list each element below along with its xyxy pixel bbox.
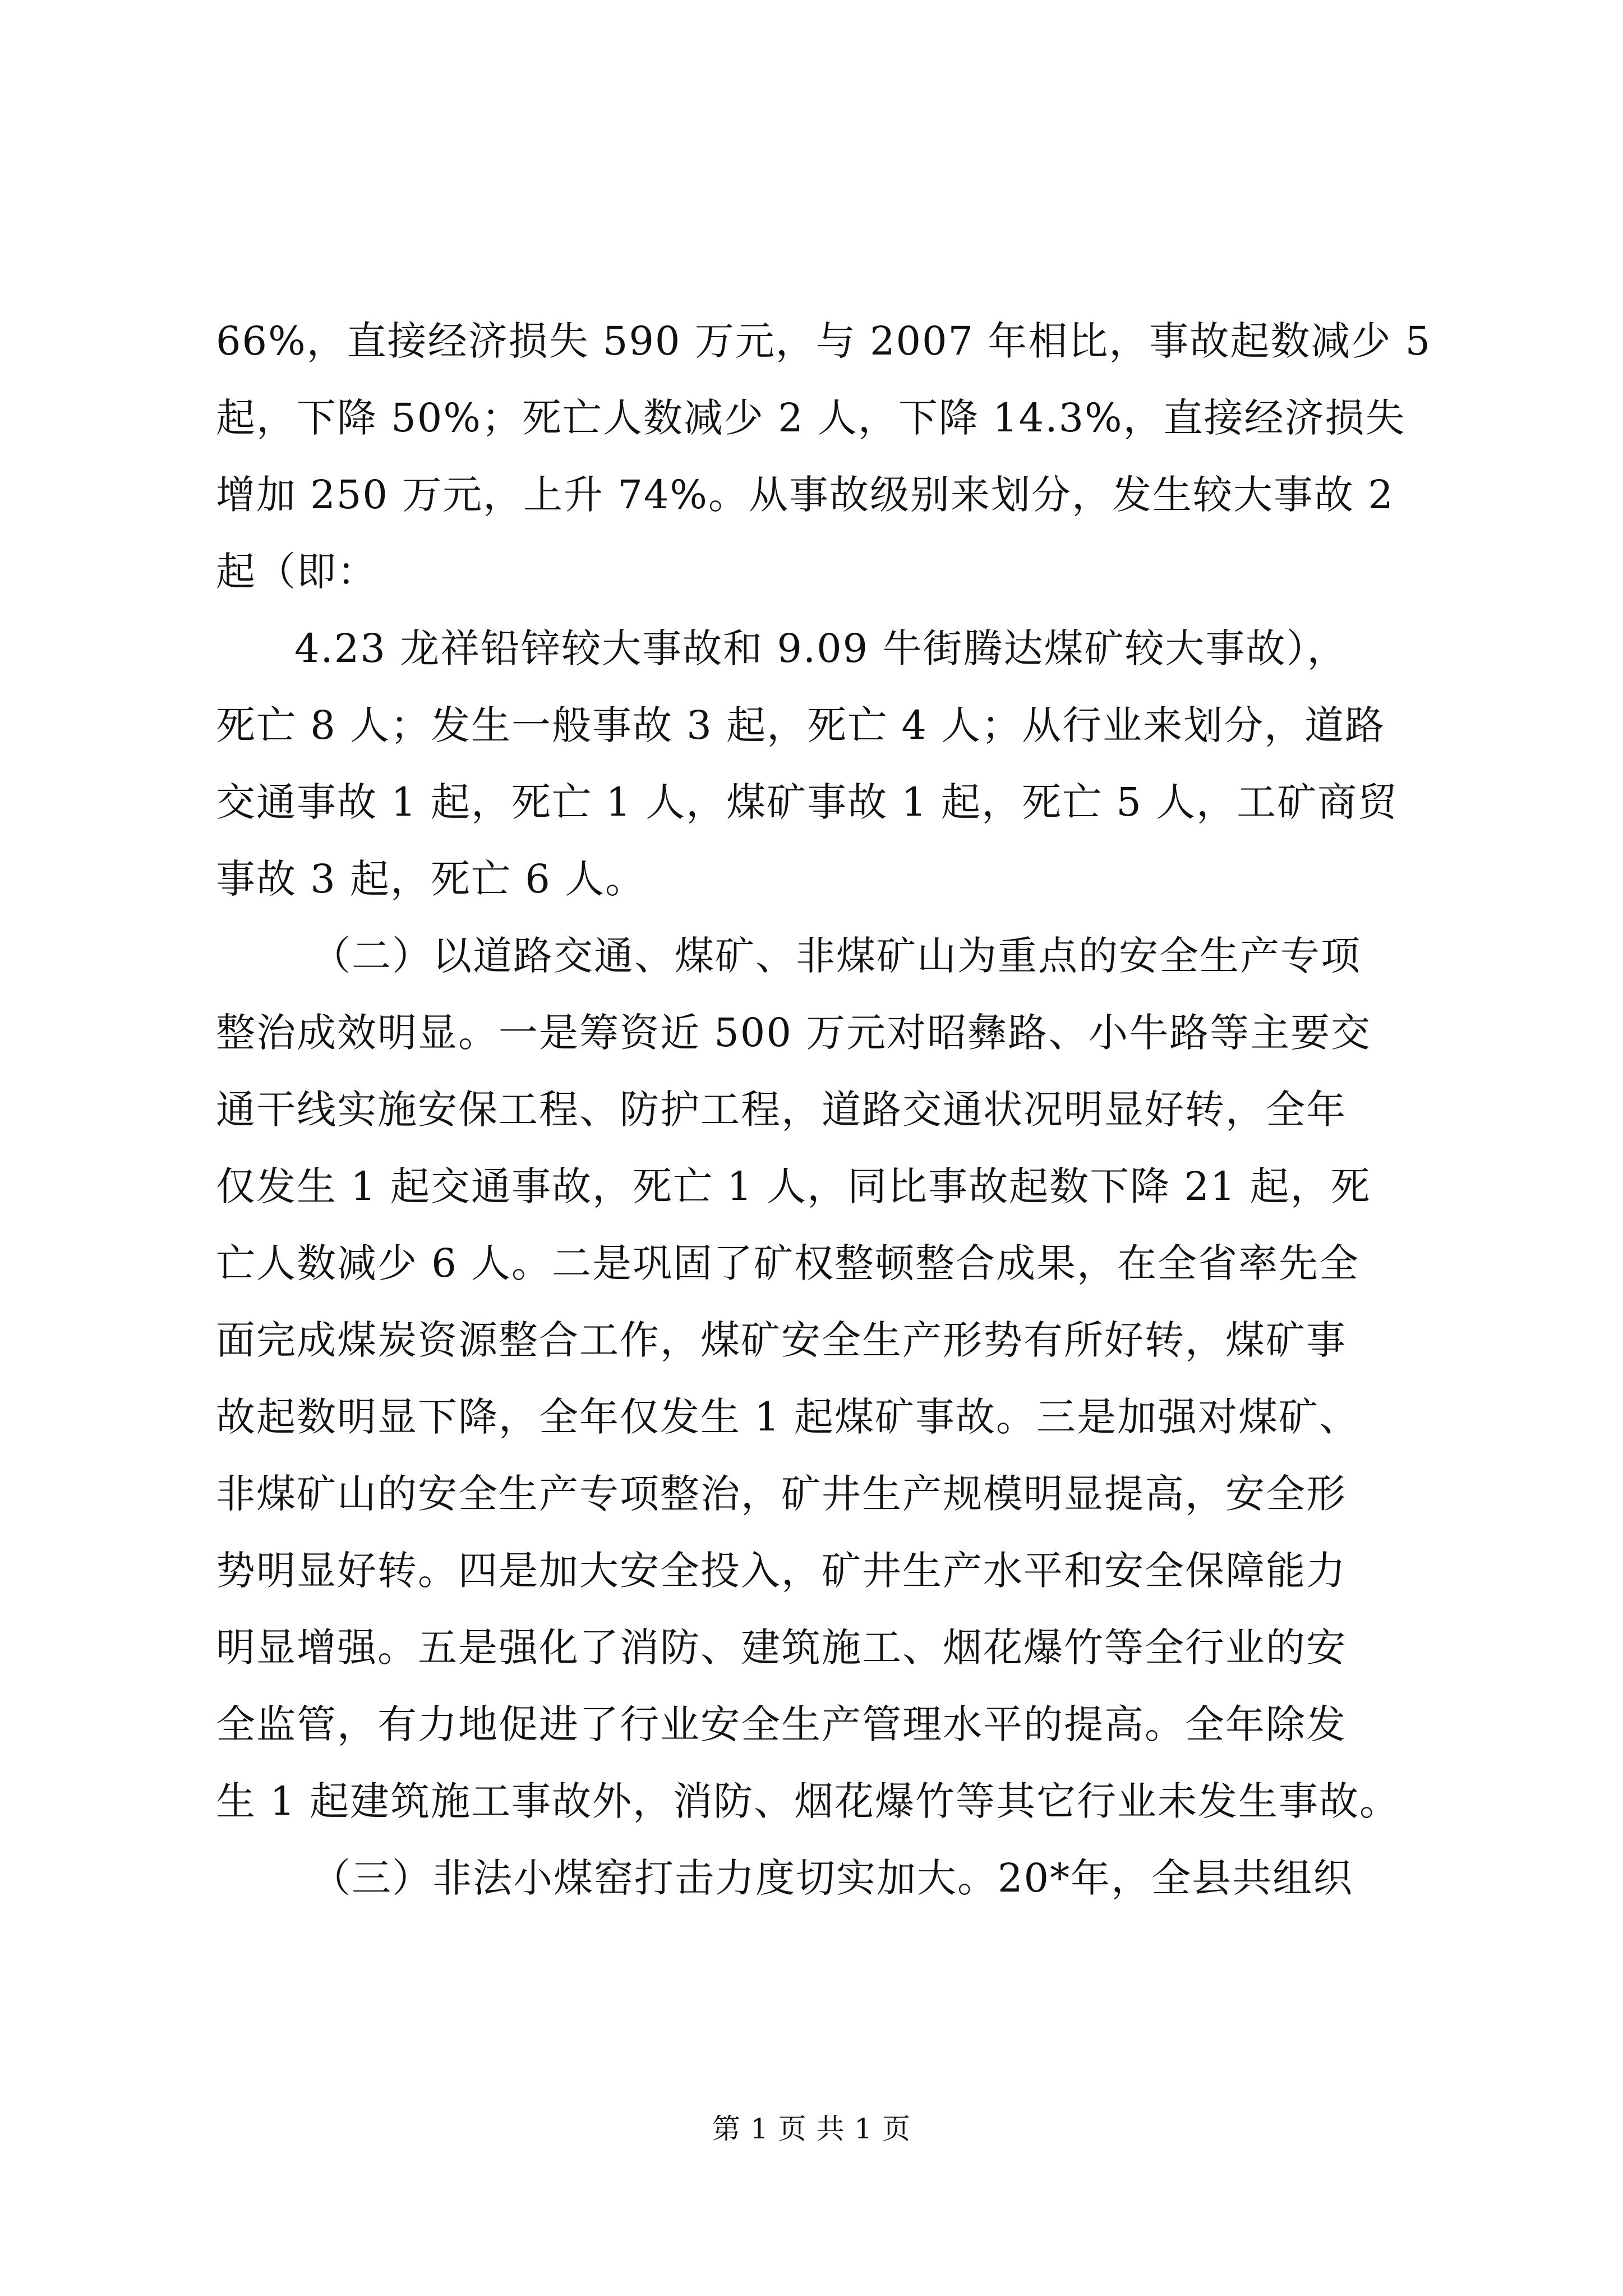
text-line-14: 面完成煤炭资源整合工作，煤矿安全生产形势有所好转，煤矿事	[216, 1317, 1347, 1363]
text-line-7: 交通事故 1 起，死亡 1 人，煤矿事故 1 起，死亡 5 人，工矿商贸	[216, 779, 1399, 825]
text-line-17: 势明显好转。四是加大安全投入，矿井生产水平和安全保障能力	[216, 1548, 1347, 1594]
section-3-heading-line: （三）非法小煤窑打击力度切实加大。20*年，全县共组织	[311, 1855, 1354, 1901]
text-line-12: 仅发生 1 起交通事故，死亡 1 人，同比事故起数下降 21 起，死	[216, 1163, 1371, 1209]
text-line-13: 亡人数减少 6 人。二是巩固了矿权整顿整合成果，在全省率先全	[216, 1240, 1360, 1286]
text-line-3: 增加 250 万元，上升 74%。从事故级别来划分，发生较大事故 2	[216, 472, 1394, 518]
page-footer: 第 1 页 共 1 页	[712, 2113, 911, 2145]
text-line-1: 66%，直接经济损失 590 万元，与 2007 年相比，事故起数减少 5	[216, 318, 1432, 364]
text-line-2: 起，下降 50%；死亡人数减少 2 人，下降 14.3%，直接经济损失	[216, 395, 1406, 441]
text-line-5: 4.23 龙祥铅锌较大事故和 9.09 牛街腾达煤矿较大事故），	[294, 625, 1348, 671]
text-line-4: 起（即：	[216, 549, 377, 595]
section-2-heading-line: （二）以道路交通、煤矿、非煤矿山为重点的安全生产专项	[311, 933, 1361, 979]
text-line-6: 死亡 8 人；发生一般事故 3 起，死亡 4 人；从行业来划分，道路	[216, 702, 1386, 748]
text-line-15: 故起数明显下降，全年仅发生 1 起煤矿事故。三是加强对煤矿、	[216, 1394, 1360, 1440]
text-line-11: 通干线实施安保工程、防护工程，道路交通状况明显好转，全年	[216, 1087, 1347, 1133]
text-line-10: 整治成效明显。一是筹资近 500 万元对昭彝路、小牛路等主要交	[216, 1010, 1372, 1056]
text-line-16: 非煤矿山的安全生产专项整治，矿井生产规模明显提高，安全形	[216, 1471, 1347, 1517]
text-line-8: 事故 3 起，死亡 6 人。	[216, 856, 646, 902]
text-line-20: 生 1 起建筑施工事故外，消防、烟花爆竹等其它行业未发生事故。	[216, 1778, 1400, 1824]
text-line-18: 明显增强。五是强化了消防、建筑施工、烟花爆竹等全行业的安	[216, 1625, 1347, 1671]
text-line-19: 全监管，有力地促进了行业安全生产管理水平的提高。全年除发	[216, 1701, 1347, 1747]
